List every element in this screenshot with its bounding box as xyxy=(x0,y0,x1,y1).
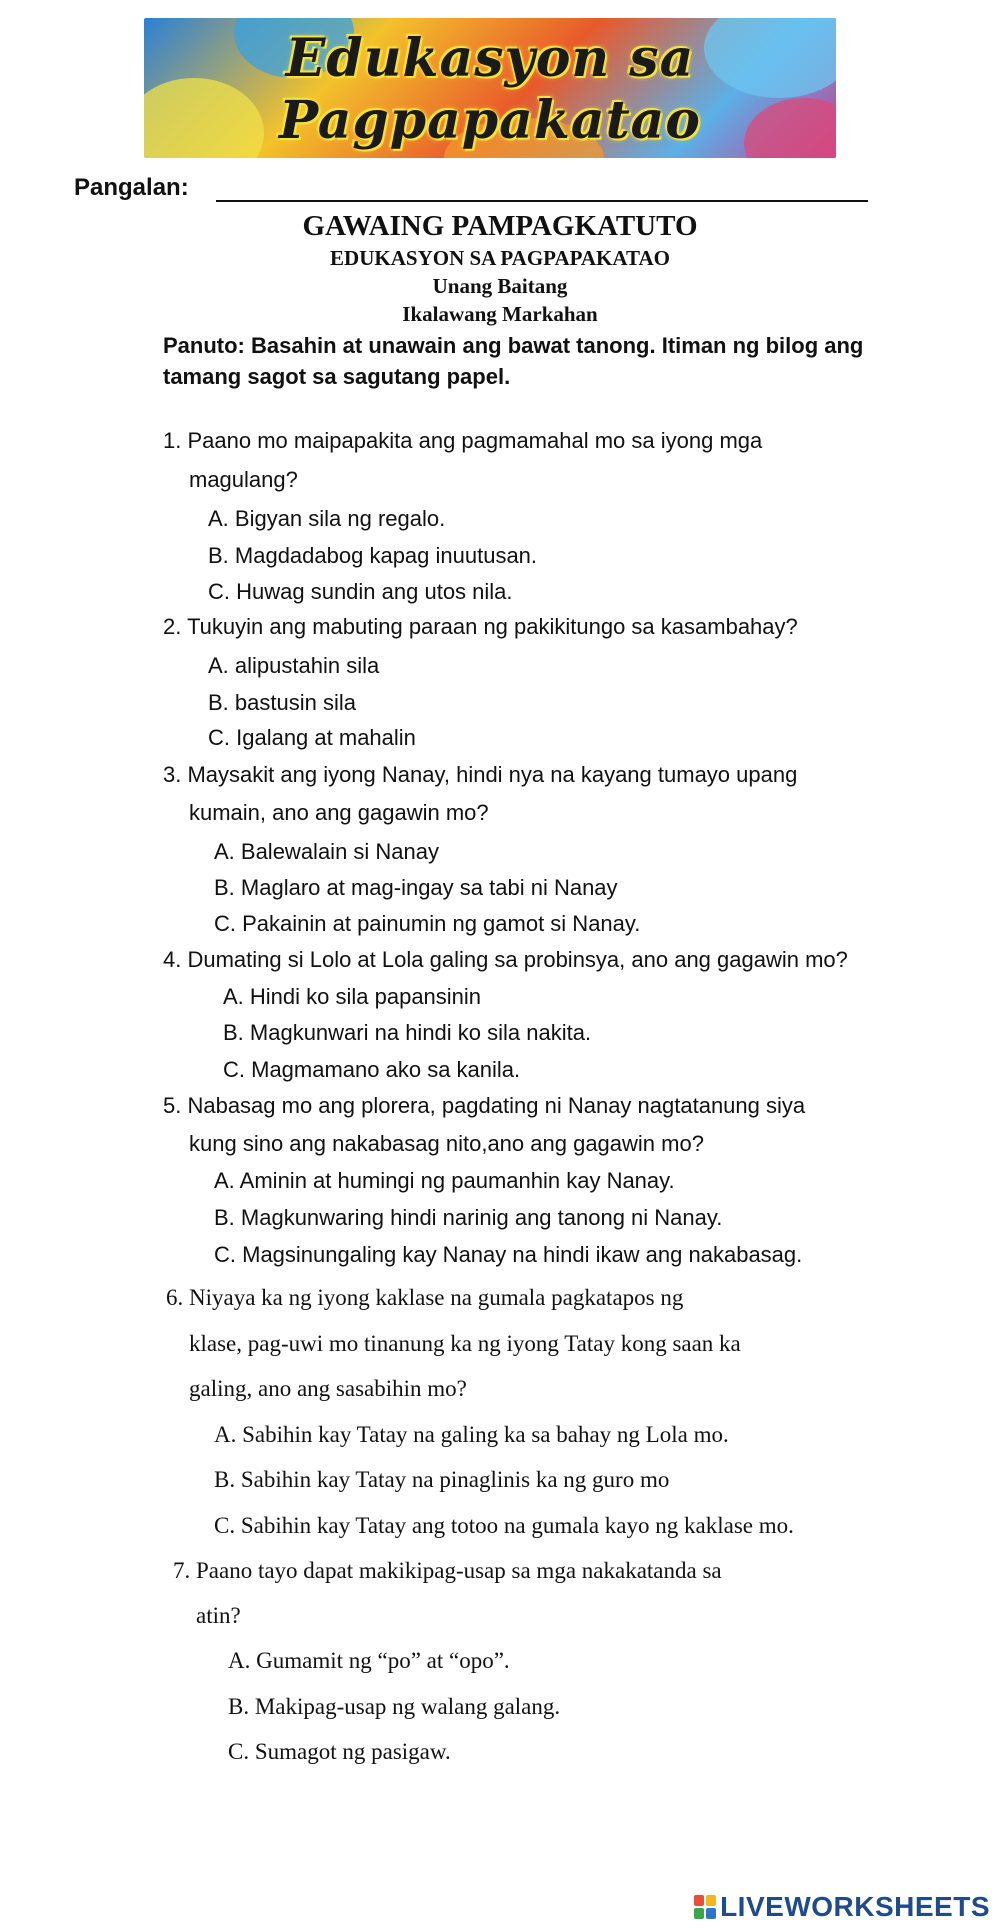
question-5-line-1: 5. Nabasag mo ang plorera, pagdating ni Nanay nagtatanung siya xyxy=(163,1093,806,1118)
question-5-choice-b[interactable]: B. Magkunwaring hindi narinig ang tanong ni Nanay. xyxy=(214,1205,723,1230)
question-3-line-1: 3. Maysakit ang iyong Nanay, hindi nya na kayang tumayo upang xyxy=(163,762,798,787)
worksheet-grade: Unang Baitang xyxy=(432,274,568,298)
question-7-choice-a[interactable]: A. Gumamit ng “po” at “opo”. xyxy=(228,1648,510,1673)
question-3-choice-c[interactable]: C. Pakainin at painumin ng gamot si Nanay. xyxy=(214,911,641,936)
name-label: Pangalan: xyxy=(74,174,189,201)
question-3-choice-b[interactable]: B. Maglaro at mag-ingay sa tabi ni Nanay xyxy=(214,875,618,900)
name-input-line[interactable] xyxy=(216,200,868,202)
banner-title-line1: Edukasyon sa xyxy=(285,28,695,89)
question-7-choice-c[interactable]: C. Sumagot ng pasigaw. xyxy=(228,1739,451,1764)
question-2-choice-a[interactable]: A. alipustahin sila xyxy=(208,653,380,678)
question-1-line-1: 1. Paano mo maipapakita ang pagmamahal mo sa iyong mga xyxy=(163,428,763,453)
question-4-choice-b[interactable]: B. Magkunwari na hindi ko sila nakita. xyxy=(223,1020,592,1045)
question-5-line-2: kung sino ang nakabasag nito,ano ang gagawin mo? xyxy=(189,1131,704,1156)
question-6-choice-c[interactable]: C. Sabihin kay Tatay ang totoo na gumala kayo ng kaklase mo. xyxy=(214,1513,794,1538)
question-1-choice-b[interactable]: B. Magdadabog kapag inuutusan. xyxy=(208,543,538,568)
question-1-choice-c[interactable]: C. Huwag sundin ang utos nila. xyxy=(208,579,513,604)
question-7-line-1: 7. Paano tayo dapat makikipag-usap sa mga nakakatanda sa xyxy=(173,1558,722,1583)
worksheet-title: GAWAING PAMPAGKATUTO xyxy=(302,210,698,242)
worksheet-quarter: Ikalawang Markahan xyxy=(402,302,598,326)
name-field-row xyxy=(74,170,874,206)
question-6-line-3: galing, ano ang sasabihin mo? xyxy=(189,1376,467,1401)
question-5-choice-c[interactable]: C. Magsinungaling kay Nanay na hindi ikaw ang nakabasag. xyxy=(214,1242,803,1267)
question-6-line-1: 6. Niyaya ka ng iyong kaklase na gumala pagkatapos ng xyxy=(166,1285,684,1310)
question-4-choice-a[interactable]: A. Hindi ko sila papansinin xyxy=(223,984,482,1009)
banner-title-line2: Pagpapakatao xyxy=(279,90,701,151)
question-6-choice-b[interactable]: B. Sabihin kay Tatay na pinaglinis ka ng guro mo xyxy=(214,1467,670,1492)
question-1-choice-a[interactable]: A. Bigyan sila ng regalo. xyxy=(208,506,446,531)
question-5-choice-a[interactable]: A. Aminin at humingi ng paumanhin kay Nanay. xyxy=(214,1168,675,1193)
question-2-choice-b[interactable]: B. bastusin sila xyxy=(208,690,356,715)
question-7-line-2: atin? xyxy=(196,1603,241,1628)
question-4-line-1: 4. Dumating si Lolo at Lola galing sa probinsya, ano ang gagawin mo? xyxy=(163,947,848,972)
liveworksheets-logo-icon xyxy=(694,1895,716,1919)
liveworksheets-logo[interactable] xyxy=(694,1890,990,1924)
question-1-line-2: magulang? xyxy=(189,467,298,492)
instructions: Panuto: Basahin at unawain ang bawat tanong. Itiman ng bilog ang tamang sagot sa sagutang papel. xyxy=(163,333,864,389)
question-3-line-2: kumain, ano ang gagawin mo? xyxy=(189,800,489,825)
question-6-line-2: klase, pag-uwi mo tinanung ka ng iyong Tatay kong saan ka xyxy=(189,1331,741,1356)
liveworksheets-logo-text: LIVEWORKSHEETS xyxy=(720,1891,990,1922)
question-2-line-1: 2. Tukuyin ang mabuting paraan ng pakikitungo sa kasambahay? xyxy=(163,614,798,639)
subject-banner xyxy=(144,18,836,158)
question-4-choice-c[interactable]: C. Magmamano ako sa kanila. xyxy=(223,1057,521,1082)
question-6-choice-a[interactable]: A. Sabihin kay Tatay na galing ka sa bahay ng Lola mo. xyxy=(214,1422,729,1447)
worksheet-subject: EDUKASYON SA PAGPAPAKATAO xyxy=(330,246,670,270)
question-3-choice-a[interactable]: A. Balewalain si Nanay xyxy=(214,839,440,864)
question-2-choice-c[interactable]: C. Igalang at mahalin xyxy=(208,725,416,750)
question-7-choice-b[interactable]: B. Makipag-usap ng walang galang. xyxy=(228,1694,561,1719)
